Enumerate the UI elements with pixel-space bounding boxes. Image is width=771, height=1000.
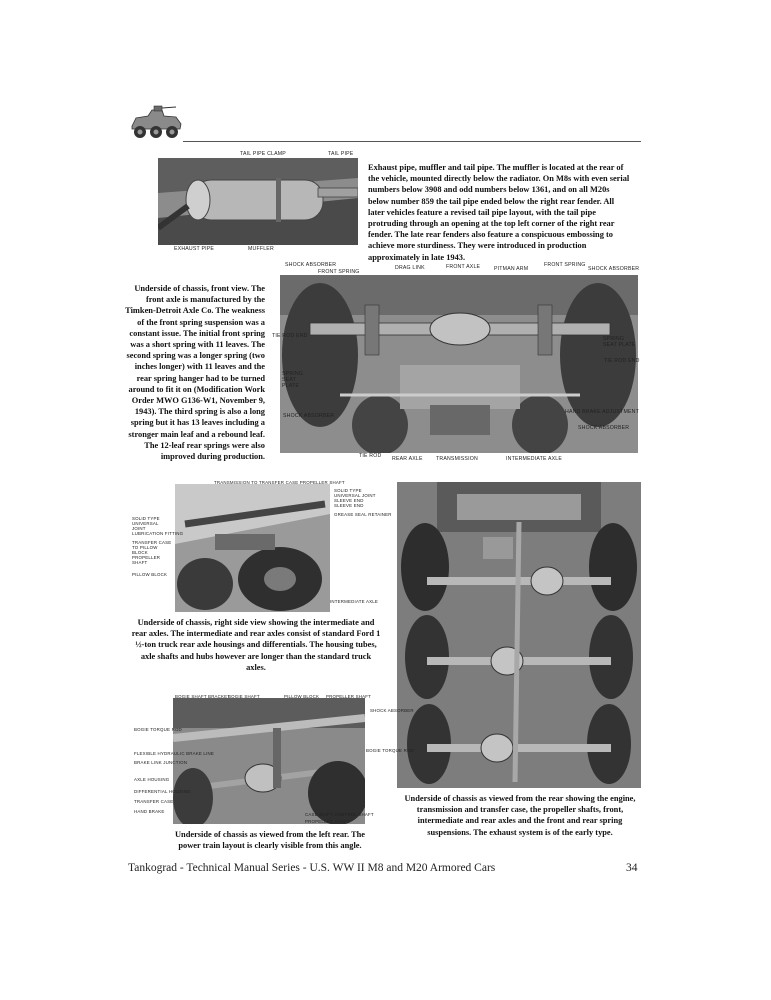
label-pillow-block-rl: PILLOW BLOCK (284, 694, 320, 699)
right-side-caption: Underside of chassis, right side view showing the intermediate and rear axles. The intermediate and rear axles consist of standard Ford 1 ½-ton truck rear axle housings and differentials. The housing tubes, axle shafts and hubs however are longer than the standard truck axles. (131, 618, 381, 672)
label-spring-seat-plate-r: SPRING SEAT PLATE (603, 336, 636, 348)
label-lubrication-fitting: LUBRICATION FITTING (132, 531, 184, 536)
label-axle-housing: AXLE HOUSING (134, 777, 170, 782)
label-bogie-torque-rod-r: BOGIE TORQUE ROD (366, 748, 414, 753)
rear-full-photo (397, 482, 641, 788)
label-exhaust-pipe: EXHAUST PIPE (174, 246, 215, 252)
label-shock-absorber-bl: SHOCK ABSORBER (283, 413, 335, 419)
label-grease-seal-retainer: GREASE SEAL RETAINER (334, 512, 392, 517)
label-muffler: MUFFLER (248, 246, 274, 252)
page-number: 34 (626, 862, 638, 874)
exhaust-caption: Exhaust pipe, muffler and tail pipe. The muffler is located at the rear of the vehicle, mounted directly below the radiator. On M8s with even serial numbers below 3908 and odd numbers below 1361, and on all M20s below number 859 the tail pipe ended below the right rear fender. All later vehicles feature a revised tail pipe layout, with the tail pipe protruding through an opening at the top left corner of the right rear fender. The late rear fenders also feature a conspicuous embossing to achieve more sturdiness. They were introduced in production approximately in late 1943. (368, 163, 630, 262)
label-propeller-shaft-top: PROPELLER SHAFT (326, 694, 371, 699)
label-tail-pipe-clamp: TAIL PIPE CLAMP (240, 151, 286, 157)
right-side-photo (175, 484, 330, 612)
label-tie-rod-end-r: TIE ROD END (604, 358, 640, 364)
label-tie-rod: TIE ROD (359, 453, 382, 459)
label-flexible-brake-line: FLEXIBLE HYDRAULIC BRAKE LINE (134, 751, 214, 756)
label-bogie-shaft-bracket: BOGIE SHAFT BRACKET (175, 694, 231, 699)
label-front-axle: FRONT AXLE (446, 264, 481, 270)
label-transmission: TRANSMISSION (436, 456, 478, 462)
label-tail-pipe: TAIL PIPE (328, 151, 354, 157)
label-transfer-case: TRANSFER CASE (134, 799, 174, 804)
left-rear-caption: Underside of chassis as viewed from the left rear. The power train layout is clearly visible from this angle. (175, 830, 365, 851)
label-propeller-shaft-bottom: PROPELLER SHAFT (305, 819, 350, 824)
label-solid-ujoint-sleeve-end: SOLID TYPE UNIVERSAL JOINT SLEEVE END (334, 488, 376, 503)
label-pitman-arm: PITMAN ARM (494, 266, 529, 272)
label-sleeve-end: SLEEVE END (334, 503, 364, 508)
label-shock-absorber-rl: SHOCK ABSORBER (370, 708, 414, 713)
label-differential-housing: DIFFERENTIAL HOUSING (134, 789, 191, 794)
label-spring-seat-plate-l: SPRING SEAT PLATE (282, 371, 304, 389)
label-pillow-block: PILLOW BLOCK (132, 572, 168, 577)
label-transfer-to-pillow-shaft: TRANSFER CASE TO PILLOW BLOCK PROPELLER SHAFT (132, 540, 172, 565)
label-bogie-shaft: BOGIE SHAFT (228, 694, 260, 699)
label-bogie-torque-rod-l: BOGIE TORQUE ROD (134, 727, 182, 732)
left-rear-photo (173, 698, 365, 824)
label-drag-link: DRAG LINK (395, 265, 425, 271)
label-hand-brake: HAND BRAKE (134, 809, 165, 814)
label-case-shift-control-shaft: CASE SHIFT CONTROL SHAFT (305, 812, 374, 817)
label-intermediate-axle-side: INTERMEDIATE AXLE (330, 599, 378, 604)
label-front-spring-tl: FRONT SPRING (318, 269, 360, 275)
label-front-spring-tr: FRONT SPRING (544, 262, 586, 268)
exhaust-photo (158, 158, 358, 245)
label-brake-link-junction: BRAKE LINK JUNCTION (134, 760, 188, 765)
label-shock-absorber-tr: SHOCK ABSORBER (588, 266, 640, 272)
footer-title: Tankograd - Technical Manual Series - U.S. WW II M8 and M20 Armored Cars (128, 862, 496, 874)
armored-car-logo-icon (128, 104, 184, 142)
label-hand-brake-adjustment: HAND BRAKE ADJUSTMENT (565, 409, 639, 415)
label-tie-rod-end-l: TIE ROD END (272, 333, 308, 339)
label-trans-to-transfer-shaft: TRANSMISSION TO TRANSFER CASE PROPELLER SHAFT (214, 480, 345, 485)
label-solid-ujoint: SOLID TYPE UNIVERSAL JOINT (132, 516, 160, 531)
label-rear-axle: REAR AXLE (392, 456, 423, 462)
rear-full-caption: Underside of chassis as viewed from the rear showing the engine, transmission and transfer case, the propeller shafts, front, intermediate and rear axles and the front and rear spring suspensions. The exhaust system is of the early type. (404, 794, 636, 837)
label-shock-absorber-tl: SHOCK ABSORBER (285, 262, 337, 268)
label-shock-absorber-br: SHOCK ABSORBER (578, 425, 630, 431)
header-rule (183, 141, 641, 142)
label-intermediate-axle: INTERMEDIATE AXLE (506, 456, 563, 462)
front-underside-caption: Underside of chassis, front view. The front axle is manufactured by the Timken-Detroit Axle Co. The weakness of the front spring suspension was a constant issue. The initial front spring was a short spring with 11 leaves. The second spring was a longer spring (two inches longer) with 11 leaves and the rear spring hanger had to be turned around to fit it on (Modification Work Order MWO G136-W1, November 9, 1943). The third spring is also a long spring but it has 13 leaves including a stronger main leaf and a rebound leaf. The 12-leaf rear springs were also improved during production. (125, 284, 265, 462)
